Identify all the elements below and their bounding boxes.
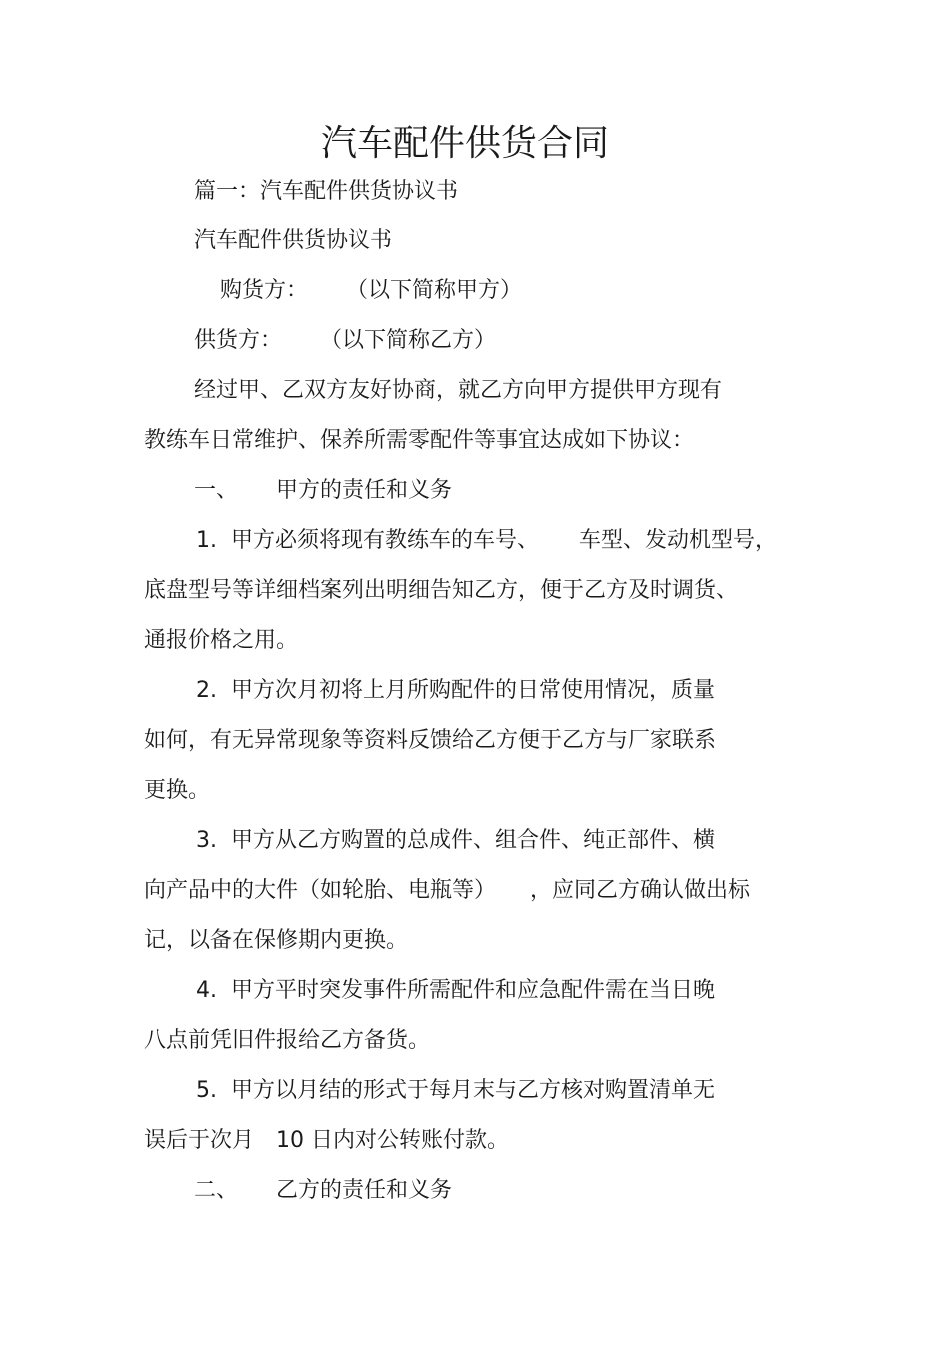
document-title: 汽车配件供货合同 (320, 123, 609, 164)
supplier-note: （以下简称乙方） (320, 328, 497, 353)
item-3-number: 3. (196, 828, 217, 853)
intro-line-2: 教练车日常维护、保养所需零配件等事宜达成如下协议： (144, 428, 695, 453)
item-4-number: 4. (196, 978, 217, 1003)
supplier-label: 供货方： (194, 328, 283, 353)
item-5-number: 5. (196, 1078, 217, 1103)
section-2-title: 乙方的责任和义务 (276, 1178, 453, 1203)
item-1-number: 1. (196, 528, 217, 553)
item-3-line-2: 向产品中的大件（如轮胎、电瓶等） ，应同乙方确认做出标 (144, 878, 751, 903)
item-3-line-1: 3. 甲方从乙方购置的总成件、组合件、纯正部件、横 (196, 828, 716, 853)
item-5-line-2: 误后于次月 10 日内对公转账付款。 (144, 1128, 510, 1153)
intro-line-1: 经过甲、乙双方友好协商，就乙方向甲方提供甲方现有 (194, 378, 723, 403)
section-1-heading (194, 476, 452, 506)
item-2-line-2: 如何，有无异常现象等资料反馈给乙方便于乙方与厂家联系 (144, 728, 717, 753)
item-5-line-1: 5. 甲方以月结的形式于每月末与乙方核对购置清单无 (196, 1078, 716, 1103)
section-1-number: 一、 (194, 478, 239, 503)
supplier-line (194, 326, 496, 356)
buyer-note: （以下简称甲方） (346, 278, 523, 303)
item-1-line-1: 1. 甲方必须将现有教练车的车号、 车型、发动机型号， (196, 528, 778, 553)
buyer-label: 购货方： (220, 278, 309, 303)
chapter-heading: 篇一：汽车配件供货协议书 (194, 179, 459, 204)
item-4-line-1: 4. 甲方平时突发事件所需配件和应急配件需在当日晚 (196, 978, 716, 1003)
item-2-line-3: 更换。 (144, 778, 211, 803)
buyer-line (220, 276, 522, 306)
section-2-number: 二、 (194, 1178, 239, 1203)
item-2-line-1: 2. 甲方次月初将上月所购配件的日常使用情况，质量 (196, 678, 716, 703)
item-1-line-3: 通报价格之用。 (144, 628, 299, 653)
item-2-number: 2. (196, 678, 217, 703)
agreement-subtitle: 汽车配件供货协议书 (194, 228, 393, 253)
item-3-line-3: 记，以备在保修期内更换。 (144, 928, 409, 953)
section-1-title: 甲方的责任和义务 (276, 478, 453, 503)
section-2-heading (194, 1176, 452, 1206)
item-1-line-2: 底盘型号等详细档案列出明细告知乙方，便于乙方及时调货、 (144, 578, 739, 603)
item-4-line-2: 八点前凭旧件报给乙方备货。 (144, 1028, 431, 1053)
